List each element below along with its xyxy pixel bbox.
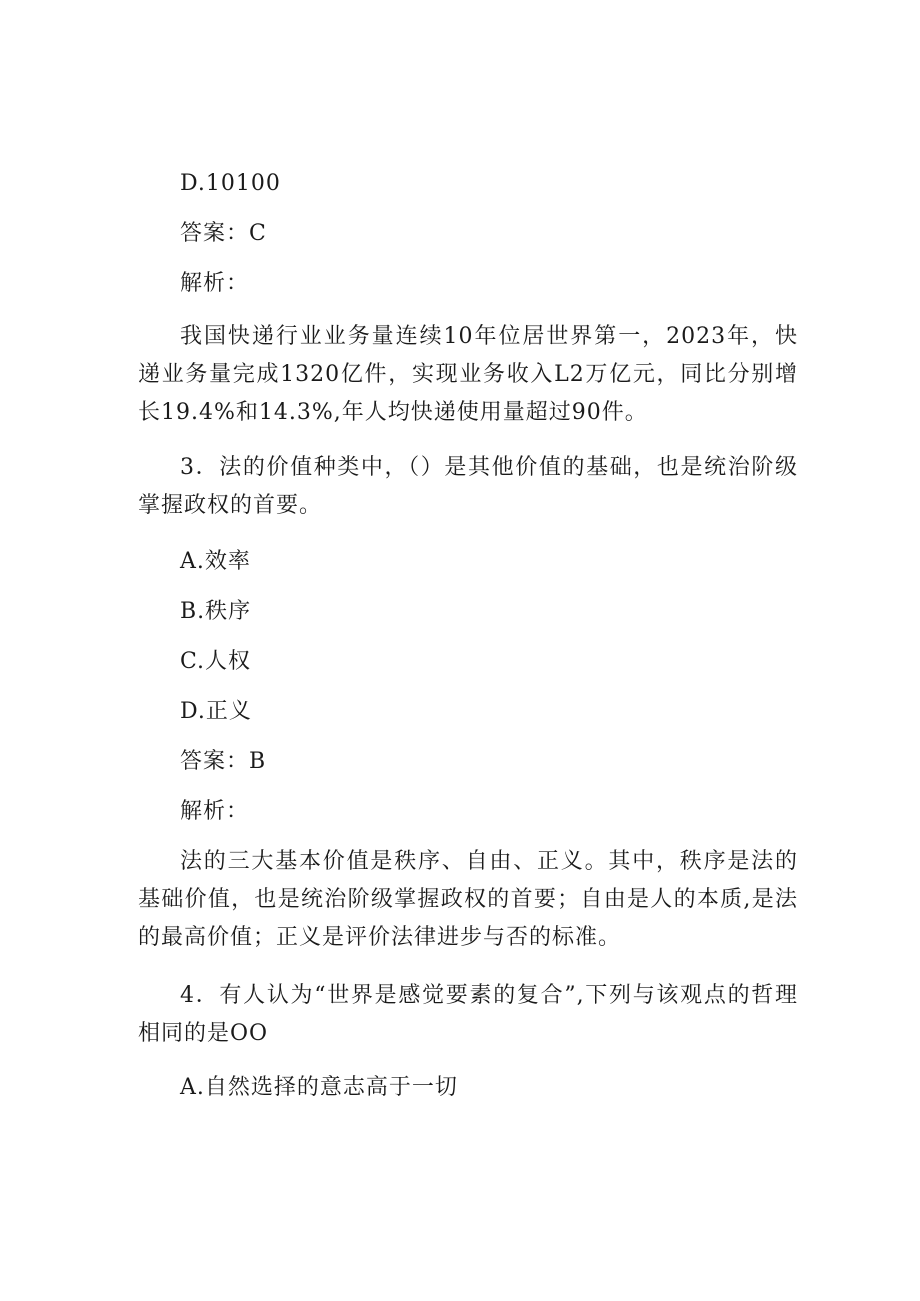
- q3-option-c: C.人权: [180, 649, 252, 674]
- q3-option-a: A.效率: [180, 549, 251, 574]
- q2-analysis-text: 我国快递行业业务量连续10年位居世界第一，2023年，快递业务量完成1320亿件，实现业务收入L2万亿元，同比分别增长19.4%和14.3%,年人均快递使用量超过90件。: [138, 324, 798, 425]
- q3-option-d: D.正义: [180, 699, 252, 724]
- q2-answer: 答案：C: [180, 221, 267, 246]
- q3-analysis-label: 解析：: [180, 799, 250, 824]
- q2-analysis-label: 解析：: [180, 271, 250, 296]
- q4-question: 4．有人认为“世界是感觉要素的复合”,下列与该观点的哲理相同的是OO: [138, 983, 798, 1046]
- q3-question: 3．法的价值种类中，（）是其他价值的基础，也是统治阶级掌握政权的首要。: [138, 455, 798, 518]
- q2-option-d: D.10100: [180, 171, 281, 196]
- q3-analysis-text: 法的三大基本价值是秩序、自由、正义。其中，秩序是法的基础价值，也是统治阶级掌握政权的首要；自由是人的本质,是法的最高价值；正义是评价法律进步与否的标准。: [138, 849, 798, 950]
- q3-answer: 答案：B: [180, 749, 267, 774]
- q3-option-b: B.秩序: [180, 599, 252, 624]
- q4-option-a: A.自然选择的意志高于一切: [180, 1075, 458, 1100]
